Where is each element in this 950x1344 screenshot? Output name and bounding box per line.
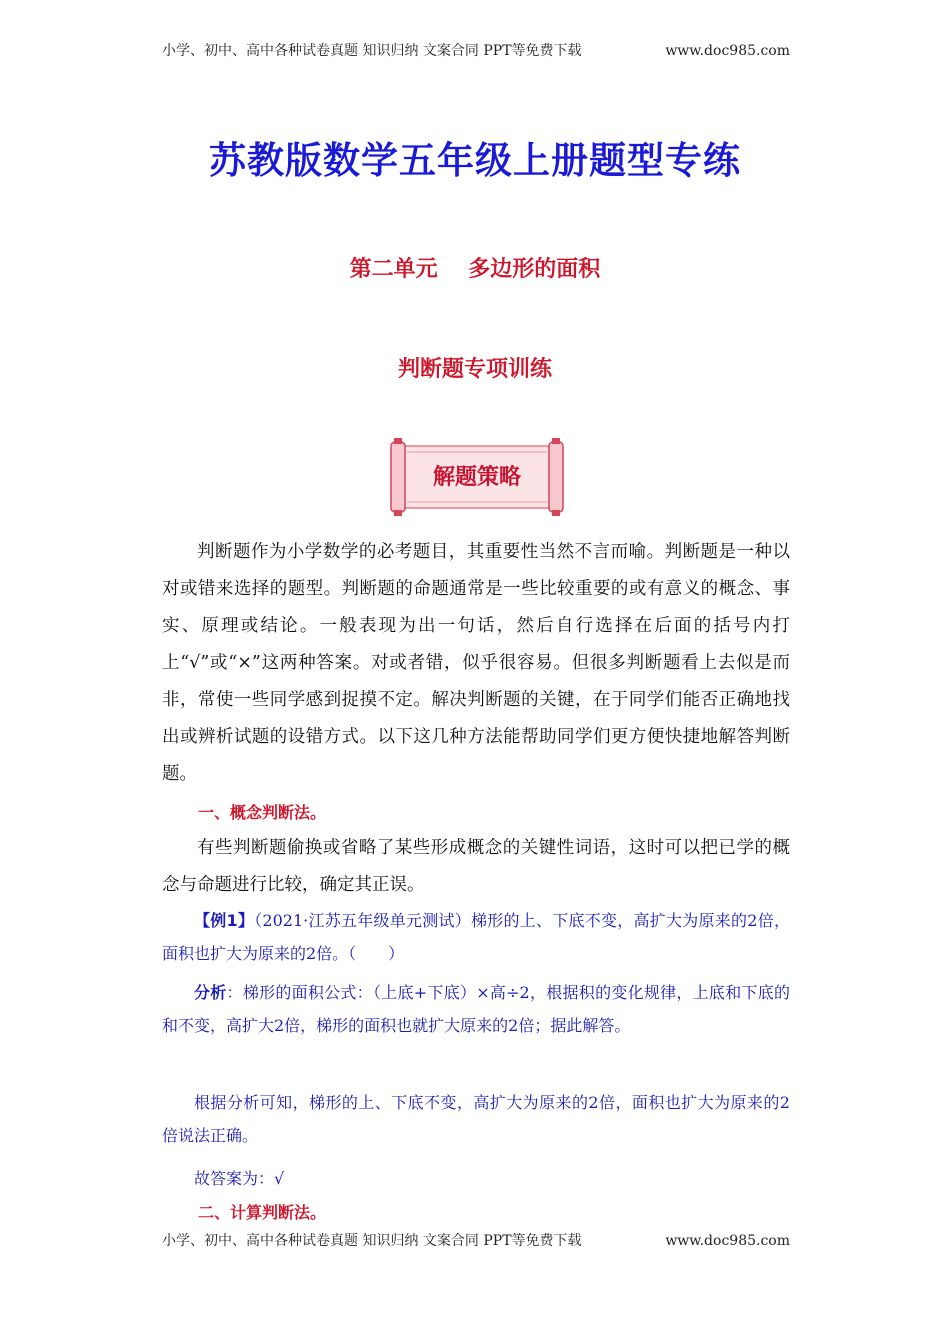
- example-question-text: （2021·江苏五年级单元测试）梯形的上、下底不变，高扩大为原来的2倍，面积也扩大为原来的2倍。（ ）: [162, 911, 790, 963]
- analysis-text: ：梯形的面积公式：（上底+下底）×高÷2，根据积的变化规律，上底和下底的和不变，高扩大2倍，梯形的面积也就扩大原来的2倍；据此解答。: [162, 983, 790, 1035]
- page-header: [162, 42, 790, 60]
- footer-url[interactable]: www.doc985.com: [665, 1233, 790, 1249]
- header-left-text: 小学、初中、高中各种试卷真题 知识归纳 文案合同 PPT等免费下载: [162, 43, 582, 59]
- unit-title: 第二单元 多边形的面积: [349, 257, 601, 282]
- example-1-analysis: [162, 976, 790, 1042]
- page-footer: [162, 1232, 790, 1250]
- example-1-question: [162, 904, 790, 970]
- section-1-text: 有些判断题偷换或省略了某些形成概念的关键性词语，这时可以把已学的概念与命题进行比较，确定其正误。: [162, 838, 790, 895]
- example-1-conclusion: 根据分析可知，梯形的上、下底不变，高扩大为原来的2倍，面积也扩大为原来的2倍说法正确。: [162, 1093, 790, 1145]
- banner-label: 解题策略: [432, 465, 521, 490]
- section-heading-1: 一、概念判断法。: [198, 803, 327, 822]
- footer-left-text: 小学、初中、高中各种试卷真题 知识归纳 文案合同 PPT等免费下载: [162, 1233, 582, 1249]
- subtitle: 判断题专项训练: [397, 357, 552, 382]
- example-label: 【例1】: [194, 911, 255, 930]
- strategy-banner: [383, 436, 571, 518]
- intro-paragraph: 判断题作为小学数学的必考题目，其重要性当然不言而喻。判断题是一种以对或错来选择的题型。判断题的命题通常是一些比较重要的或有意义的概念、事实、原理或结论。一般表现为出一句话，然后自行选择在后面的括号内打上“√”或“×”这两种答案。对或者错，似乎很容易。但很多判断题看上去似是而非，常使一些同学感到捉摸不定。解决判断题的关键，在于同学们能否正确地找出或辨析试题的设错方式。以下这几种方法能帮助同学们更方便快捷地解答判断题。: [162, 542, 790, 784]
- section-heading-2: 二、计算判断法。: [198, 1203, 327, 1222]
- document-title: 苏教版数学五年级上册题型专练: [209, 139, 741, 182]
- header-url[interactable]: www.doc985.com: [665, 43, 790, 59]
- analysis-label: 分析: [194, 983, 227, 1002]
- example-1-answer: 故答案为：√: [194, 1169, 285, 1188]
